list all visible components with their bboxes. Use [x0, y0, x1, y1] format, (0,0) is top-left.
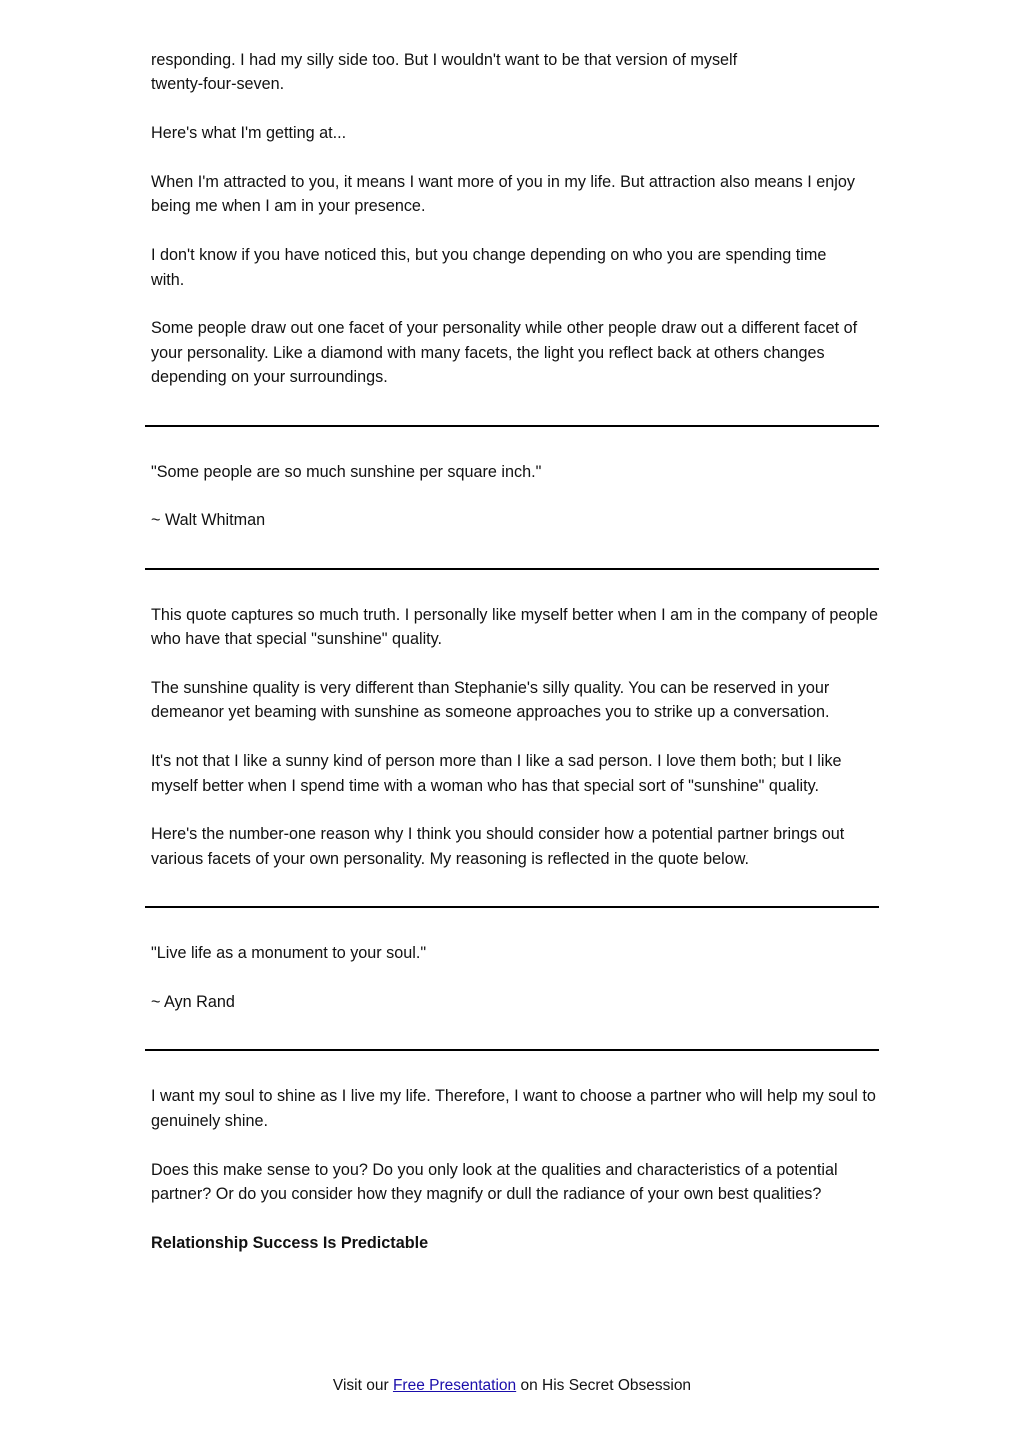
quote-author: ~ Ayn Rand — [151, 993, 235, 1012]
divider-line — [145, 906, 879, 908]
paragraph: responding. I had my silly side too. But I wouldn't want to be that version of myself twenty-four-seven. — [151, 51, 738, 94]
paragraph: Some people draw out one facet of your personality while other people draw out a different facet of your personality. Like a diamond with many facets, the light you reflect back at others changes depending on your surroundings. — [151, 319, 858, 387]
divider-line — [145, 425, 879, 427]
paragraph: Here's the number-one reason why I think you should consider how a potential partner brings out various facets of your own personality. My reasoning is reflected in the quote below. — [151, 825, 845, 868]
document-body — [151, 48, 881, 1255]
quote-text: "Live life as a monument to your soul." — [151, 944, 427, 963]
paragraph: Does this make sense to you? Do you only look at the qualities and characteristics of a potential partner? Or do you consider how they magnify or dull the radiance of your own best qualities? — [151, 1160, 838, 1204]
footer — [0, 1376, 1024, 1396]
divider-line — [145, 568, 879, 570]
footer-suffix: on His Secret Obsession — [516, 1377, 692, 1394]
quote-text: "Some people are so much sunshine per square inch." — [151, 462, 542, 481]
paragraph: When I'm attracted to you, it means I want more of you in my life. But attraction also means I enjoy being me when I am in your presence. — [151, 173, 855, 216]
footer-prefix: Visit our — [332, 1377, 393, 1394]
paragraph: The sunshine quality is very different than Stephanie's silly quality. You can be reserved in your demeanor yet beaming with sunshine as someone approaches you to strike up a conversation. — [151, 679, 830, 722]
paragraph: I want my soul to shine as I live my life. Therefore, I want to choose a partner who will help my soul to genuinely shine. — [151, 1087, 876, 1130]
divider-line — [145, 1049, 879, 1051]
paragraph: Here's what I'm getting at... — [151, 124, 347, 143]
paragraph: This quote captures so much truth. I personally like myself better when I am in the company of people who have that special "sunshine" quality. — [151, 605, 879, 649]
section-heading: Relationship Success Is Predictable — [151, 1233, 429, 1252]
paragraph: I don't know if you have noticed this, but you change depending on who you are spending time with. — [151, 246, 827, 289]
quote-author: ~ Walt Whitman — [151, 511, 266, 530]
paragraph: It's not that I like a sunny kind of person more than I like a sad person. I love them both; but I like myself better when I spend time with a woman who has that special sort of "sunshine" quality. — [151, 752, 842, 795]
free-presentation-link[interactable]: Free Presentation — [392, 1377, 517, 1394]
